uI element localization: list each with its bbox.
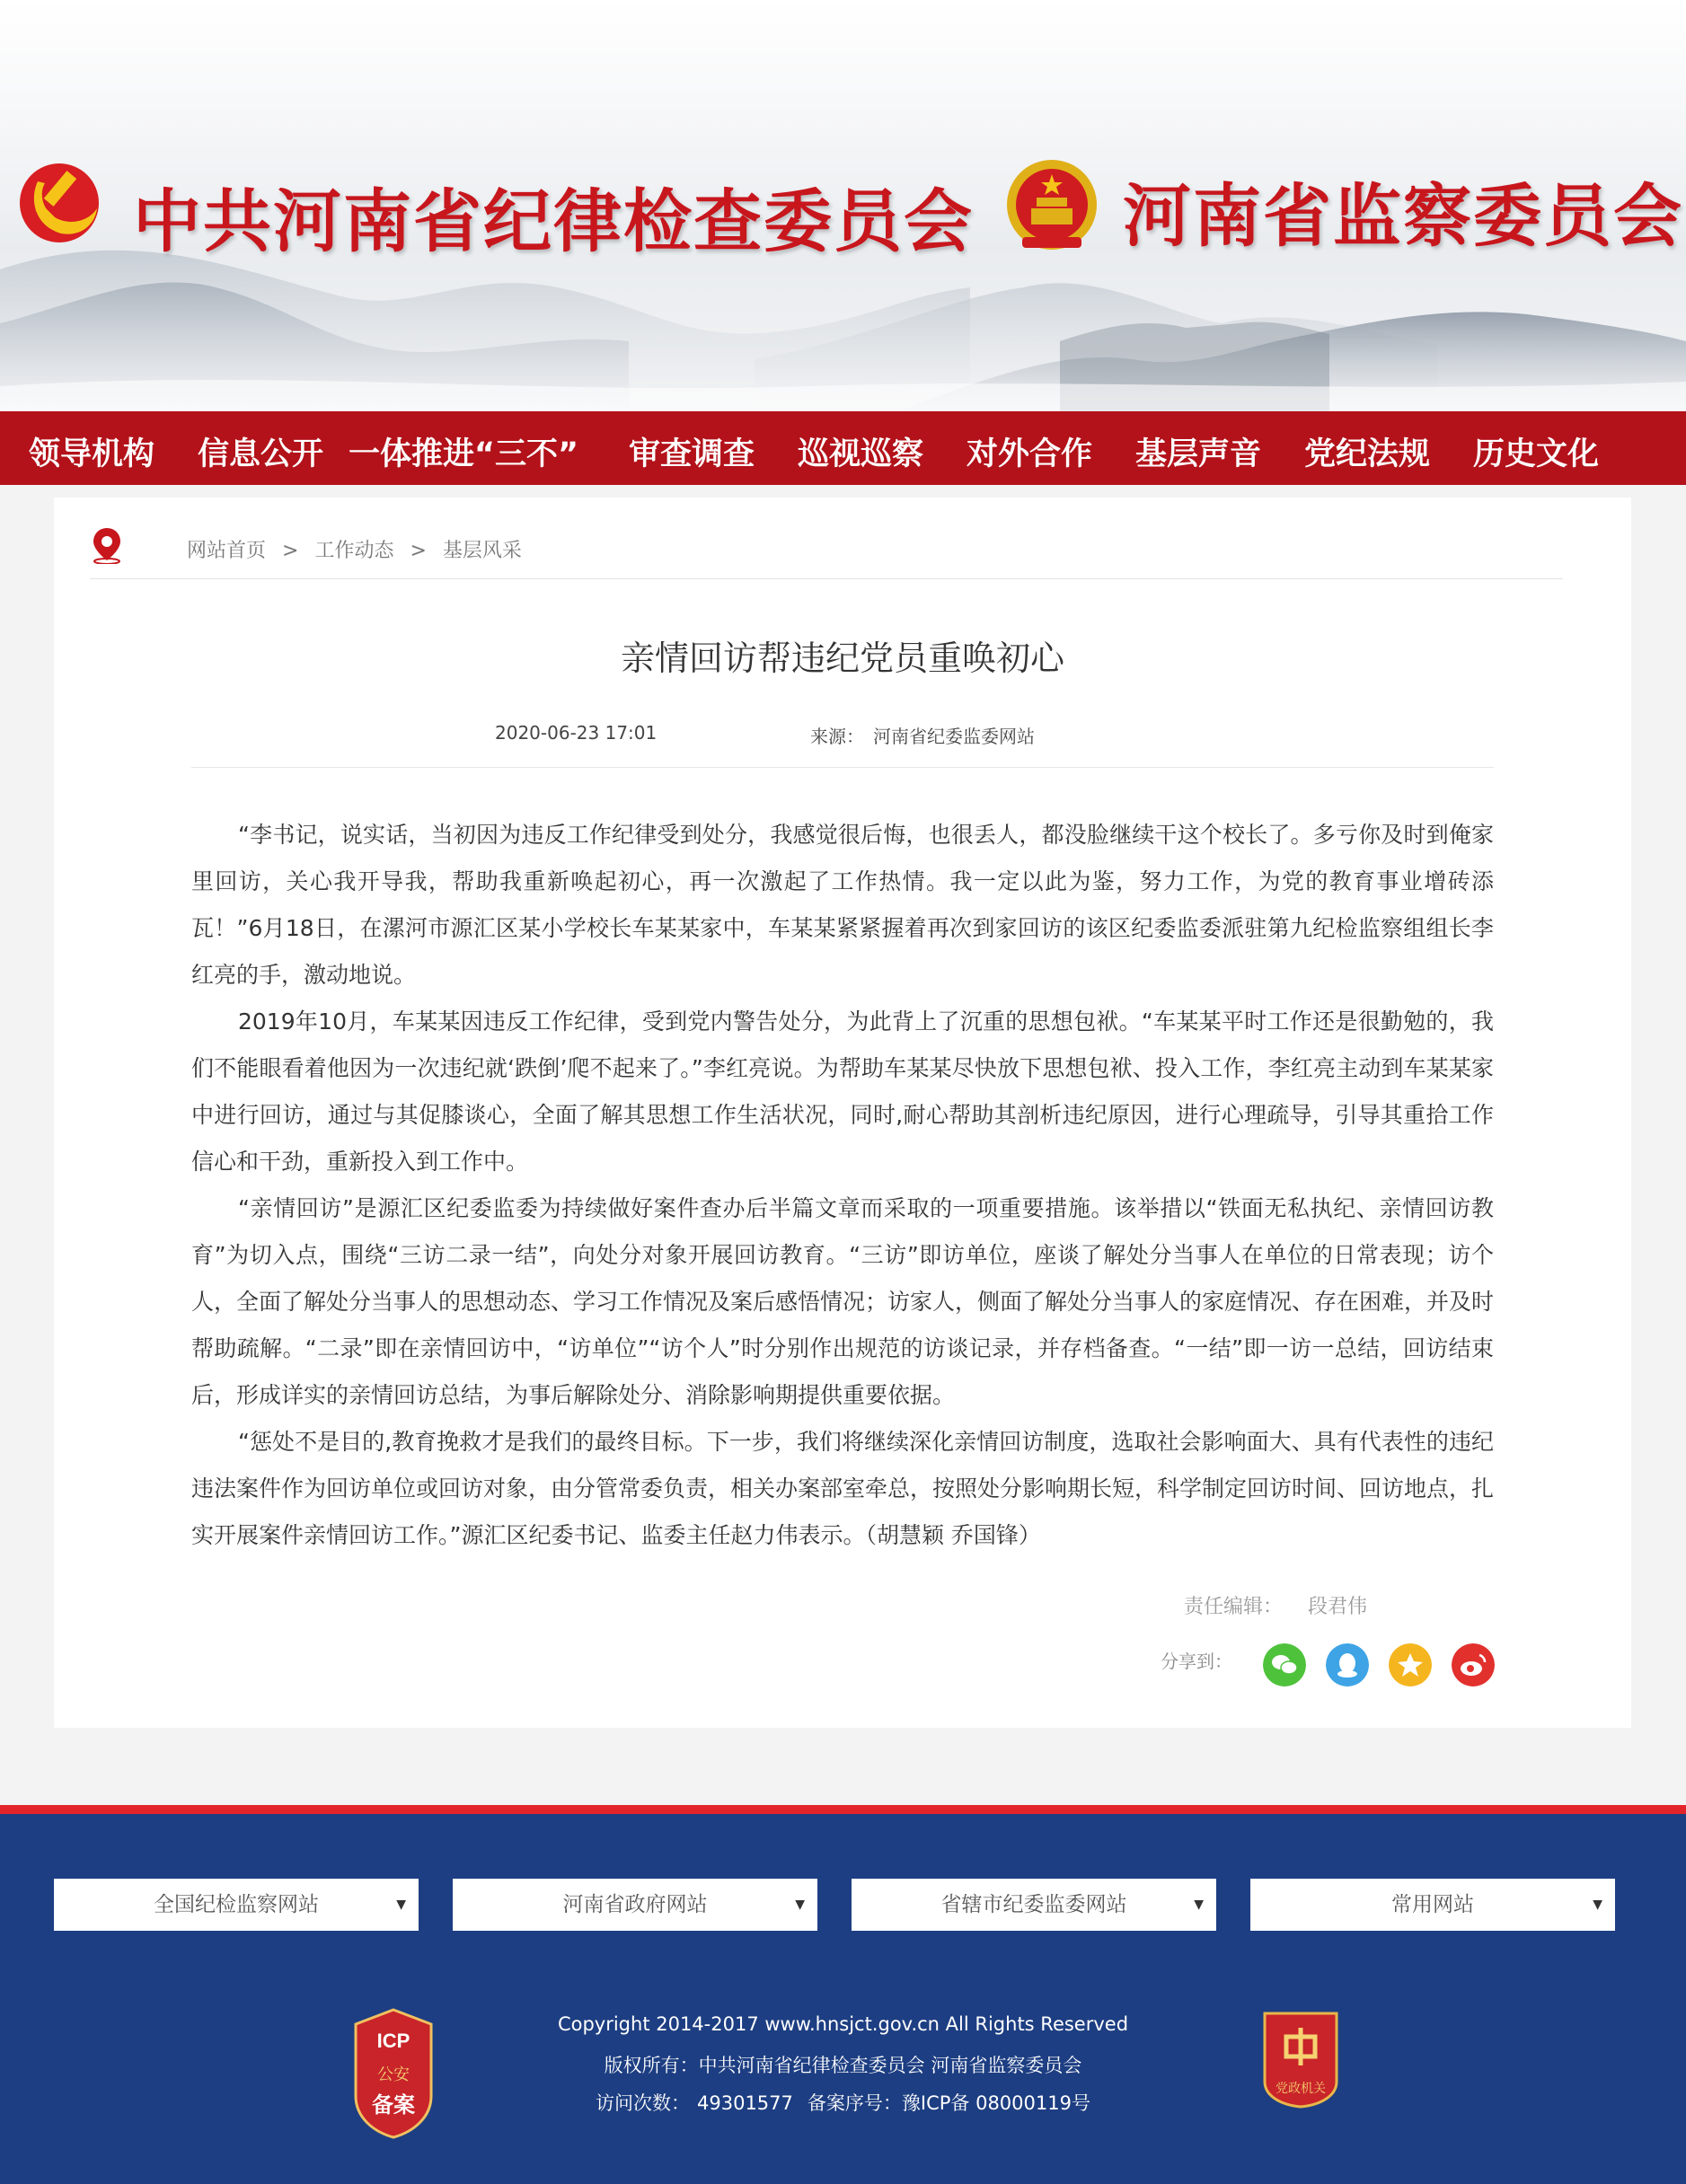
- visits-label: 访问次数：: [596, 2092, 690, 2114]
- site-banner: [0, 0, 1686, 411]
- footer-stripe: [0, 1805, 1686, 1814]
- nav-item-grassroots[interactable]: 基层声音: [1135, 436, 1262, 472]
- article-paragraph: “李书记，说实话，当初因为违反工作纪律受到处分，我感觉很后悔，也很丢人，都没脸继续干这个校长了。多亏你及时到俺家里回访，关心我开导我，帮助我重新唤起初心，再一次激起了工作热情。我一定以此为鉴，努力工作，为党的教育事业增砖添瓦！”6月18日，在漯河市源汇区某小学校长车某某家中，车某某紧紧握着再次到家回访的该区纪委监委派驻第九纪检监察组组长李红亮的手，激动地说。: [191, 822, 1494, 988]
- main-nav: [0, 411, 1686, 485]
- site-footer: [0, 1814, 1686, 2184]
- weibo-icon[interactable]: [1452, 1643, 1495, 1686]
- nav-item-leadership[interactable]: 领导机构: [29, 436, 155, 472]
- nav-item-investigation[interactable]: 审查调查: [629, 436, 755, 472]
- breadcrumb-home[interactable]: 网站首页: [187, 540, 267, 562]
- nav-item-regulations[interactable]: 党纪法规: [1304, 436, 1431, 472]
- qq-icon[interactable]: [1326, 1643, 1369, 1686]
- source-value: 河南省纪委监委网站: [873, 726, 1035, 747]
- footer-owner: 版权所有：中共河南省纪律检查委员会 河南省监察委员会: [604, 2055, 1082, 2076]
- wechat-icon[interactable]: [1263, 1643, 1306, 1686]
- article-paragraph: 2019年10月，车某某因违反工作纪律，受到党内警告处分，为此背上了沉重的思想包袱。“车某某平时工作还是很勤勉的，我们不能眼看着他因为一次违纪就‘跌倒’爬不起来了。”李红亮说。为帮助车某某尽快放下思想包袱、投入工作，李红亮主动到车某某家中进行回访，通过与其促膝谈心，全面了解其思想工作生活状况，同时,耐心帮助其剖析违纪原因，进行心理疏导，引导其重拾工作信心和干劲，重新投入到工作中。: [191, 1008, 1494, 1175]
- article-paragraph: “惩处不是目的,教育挽救才是我们的最终目标。下一步，我们将继续深化亲情回访制度，选取社会影响面大、具有代表性的违纪违法案件作为回访单位或回访对象，由分管常委负责，相关办案部室牵总，按照处分影响期长短，科学制定回访时间、回访地点，扎实开展案件亲情回访工作。”源汇区纪委书记、监委主任赵力伟表示。（胡慧颖 乔国锋）: [191, 1429, 1495, 1548]
- nav-item-info-disclosure[interactable]: 信息公开: [198, 436, 324, 472]
- article-title: 亲情回访帮违纪党员重唤初心: [620, 638, 1064, 678]
- breadcrumb: [90, 514, 1563, 579]
- breadcrumb-separator: >: [282, 540, 299, 562]
- dropdown-arrow-icon: ▼: [1593, 1898, 1602, 1912]
- badge-icp-bottom: 备案: [372, 2092, 415, 2118]
- footer-stats: [0, 2089, 1686, 2116]
- article-date: 2020-06-23 17:01: [495, 722, 658, 744]
- source-label: 来源：: [810, 726, 864, 747]
- nav-item-three-nos[interactable]: 一体推进“三不”: [349, 436, 579, 472]
- dropdown-arrow-icon: ▼: [1194, 1898, 1204, 1912]
- icp-label: 备案序号：: [807, 2092, 902, 2114]
- party-gov-org-badge-icon[interactable]: [1258, 2010, 1344, 2109]
- location-pin-icon: [90, 526, 124, 564]
- nav-item-history[interactable]: 历史文化: [1473, 436, 1600, 472]
- province-gov-select[interactable]: [453, 1879, 817, 1931]
- badge-icp-top: ICP: [376, 2030, 410, 2052]
- qzone-icon[interactable]: [1389, 1643, 1432, 1686]
- national-emblem-icon: [1004, 154, 1099, 255]
- dropdown-arrow-icon: ▼: [396, 1898, 406, 1912]
- article-paragraph: “亲情回访”是源汇区纪委监委为持续做好案件查办后半篇文章而采取的一项重要措施。该举措以“铁面无私执纪、亲情回访教育”为切入点，围绕“三访二录一结”，向处分对象开展回访教育。“三访”即访单位，座谈了解处分当事人在单位的日常表现；访个人，全面了解处分当事人的思想动态、学习工作情况及案后感悟情况；访家人，侧面了解处分当事人的家庭情况、存在困难，并及时帮助疏解。“二录”即在亲情回访中，“访单位”“访个人”时分别作出规范的访谈记录，并存档备查。“一结”即一访一总结，回访结束后，形成详实的亲情回访总结，为事后解除处分、消除影响期提供重要依据。: [191, 1195, 1495, 1408]
- breadcrumb-section[interactable]: 工作动态: [314, 540, 394, 562]
- editor-name: 段君伟: [1308, 1596, 1368, 1618]
- editor-label: 责任编辑：: [1184, 1596, 1284, 1618]
- select-label: 省辖市纪委监委网站: [940, 1893, 1127, 1916]
- select-label: 全国纪检监察网站: [154, 1893, 319, 1916]
- party-commission-title: 中共河南省纪律检查委员会: [133, 181, 974, 261]
- breadcrumb-separator: >: [410, 540, 427, 562]
- nav-item-cooperation[interactable]: 对外合作: [967, 436, 1093, 472]
- select-label: 常用网站: [1391, 1893, 1474, 1916]
- visits-count: 49301577: [697, 2092, 793, 2114]
- article-panel: [54, 498, 1631, 1728]
- nav-item-inspection[interactable]: 巡视巡察: [798, 436, 924, 472]
- dropdown-arrow-icon: ▼: [795, 1898, 805, 1912]
- party-emblem-icon: [13, 151, 106, 248]
- article-source: [810, 722, 1035, 748]
- icp-number[interactable]: 豫ICP备 08000119号: [901, 2092, 1090, 2114]
- state-commission-title: 河南省监察委员会: [1123, 176, 1683, 256]
- badge-icp-mid: 公安: [377, 2065, 410, 2084]
- article-body: [191, 812, 1494, 1559]
- badge-dz-label: 党政机关: [1276, 2082, 1326, 2096]
- divider: [191, 767, 1494, 768]
- city-commission-select[interactable]: [852, 1879, 1216, 1931]
- share-label: 分享到：: [1161, 1651, 1232, 1672]
- footer-copyright: Copyright 2014-2017 www.hnsjct.gov.cn All Rights Reserved: [557, 2013, 1129, 2035]
- common-sites-select[interactable]: [1250, 1879, 1615, 1931]
- breadcrumb-current[interactable]: 基层风采: [442, 540, 522, 562]
- responsible-editor: [1184, 1591, 1367, 1619]
- select-label: 河南省政府网站: [562, 1893, 708, 1916]
- national-sites-select[interactable]: [54, 1879, 419, 1931]
